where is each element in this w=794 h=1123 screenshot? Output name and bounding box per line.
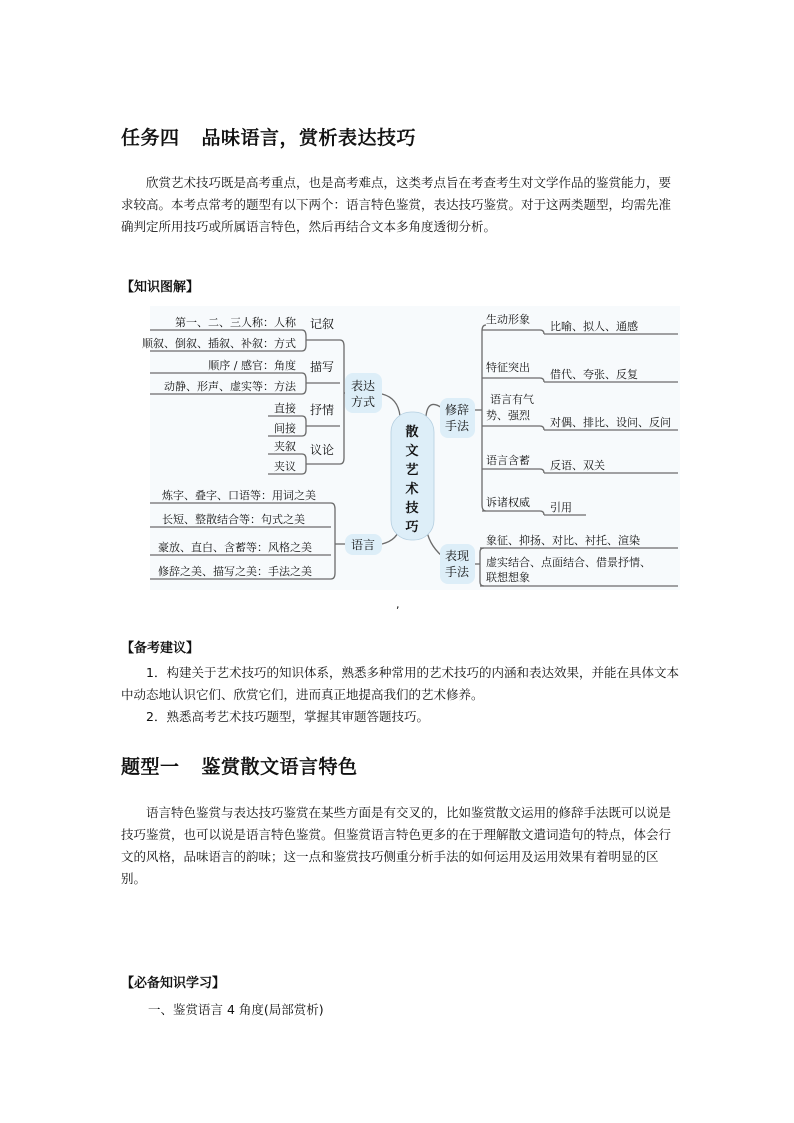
node-xiuci-line1: 修辞: [444, 403, 470, 417]
task-title-sub: 品味语言，赏析表达技巧: [201, 127, 417, 149]
intro-paragraph: 欣赏艺术技巧既是高考重点，也是高考难点，这类考点旨在考查考生对文学作品的鉴赏能力，要求较高。本考点常考的题型有以下两个：语言特色鉴赏，表达技巧鉴赏。对于这两类题型，均需先准确判定所用技巧或所属语言特色，然后再结合文本多角度透彻分析。: [121, 175, 672, 234]
type-paragraph: 语言特色鉴赏与表达技巧鉴赏在某些方面是有交叉的，比如鉴赏散文运用的修辞手法既可以说是技巧鉴赏，也可以说是语言特色鉴赏。但鉴赏语言特色更多的在于理解散文遣词造句的特点，体会行文的风格，品味语言的韵味；这一点和鉴赏技巧侧重分析手法的如何运用及运用效果有着明显的区别。: [121, 805, 672, 886]
node-biaoda-line1: 表达: [350, 379, 376, 393]
type-title: [121, 752, 358, 779]
node-biaoxian-line1: 表现: [444, 549, 470, 563]
advice-item-2: 2．熟悉高考艺术技巧题型，掌握其审题答题技巧。: [146, 709, 429, 724]
section-knowledge-heading: 【必备知识学习】: [121, 976, 226, 991]
xiuci-label: 生动形象: [486, 313, 530, 326]
yilun-item: 夹议: [274, 460, 296, 473]
type-title-sub: 鉴赏散文语言特色: [201, 756, 358, 778]
node-xiuci-line2: 手法: [444, 419, 470, 433]
xiuci-item: 比喻、拟人、通感: [550, 320, 638, 333]
yuyan-item: 长短、整散结合等：句式之美: [162, 513, 305, 526]
xiuci-item: 对偶、排比、设问、反问: [550, 416, 671, 429]
section-advice-heading: 【备考建议】: [121, 641, 200, 656]
yuyan-item: 修辞之美、描写之美：手法之美: [158, 565, 312, 578]
xiuci-label: 语言含蓄: [486, 454, 530, 467]
knowledge-item-1: 一、鉴赏语言 4 角度(局部赏析): [148, 1002, 324, 1017]
center-char: 散: [405, 425, 419, 440]
miaoxie-item: 动静、形声、虚实等：方法: [164, 380, 296, 393]
xiuci-label: 特征突出: [486, 361, 530, 374]
task-title: [121, 123, 416, 150]
xiuci-item: 引用: [550, 501, 572, 514]
xiuci-label: 诉诸权威: [486, 496, 530, 509]
center-char: 巧: [405, 520, 419, 535]
center-char: 文: [405, 444, 419, 459]
label-yilun: 议论: [310, 443, 335, 457]
xiuci-label: 语言有气: [490, 393, 534, 406]
label-shuqing: 抒情: [310, 403, 335, 417]
xiuci-item: 借代、夸张、反复: [550, 368, 638, 381]
yuyan-item: 炼字、叠字、口语等：用词之美: [162, 489, 316, 502]
center-char: 术: [405, 482, 419, 497]
xiuci-label: 势、强烈: [486, 409, 530, 422]
type-title-main: 题型一: [121, 756, 180, 778]
knowledge-diagram: [140, 304, 688, 594]
center-char: 技: [405, 501, 419, 516]
xiuci-item: 反语、双关: [550, 459, 605, 472]
miaoxie-item: 顺序 / 感官：角度: [208, 359, 296, 372]
jixu-item: 第一、二、三人称：人称: [175, 316, 296, 329]
section-diagram-heading: 【知识图解】: [121, 280, 200, 295]
shuqing-item: 间接: [274, 422, 296, 435]
center-char: 艺: [405, 463, 419, 478]
biaoxian-item: 象征、抑扬、对比、衬托、渲染: [486, 534, 640, 547]
node-biaoxian-line2: 手法: [444, 565, 470, 579]
node-biaoda-line2: 方式: [350, 395, 376, 409]
shuqing-item: 直接: [274, 402, 296, 415]
yilun-item: 夹叙: [274, 440, 296, 453]
label-jixu: 记叙: [310, 317, 335, 331]
label-miaoxie: 描写: [310, 360, 335, 374]
jixu-item: 顺叙、倒叙、插叙、补叙：方式: [142, 337, 296, 350]
advice-item-1: 1．构建关于艺术技巧的知识体系，熟悉多种常用的艺术技巧的内涵和表达效果，并能在具体文本中动态地认识它们、欣赏它们，进而真正地提高我们的艺术修养。: [121, 665, 679, 702]
biaoxian-item: 虚实结合、点面结合、借景抒情、: [486, 556, 651, 569]
biaoxian-item: 联想想象: [486, 571, 530, 584]
stray-comma: ,: [396, 598, 400, 611]
yuyan-item: 豪放、直白、含蓄等：风格之美: [158, 541, 312, 554]
node-yuyan-label: 语言: [350, 538, 376, 552]
task-title-main: 任务四: [121, 127, 180, 149]
